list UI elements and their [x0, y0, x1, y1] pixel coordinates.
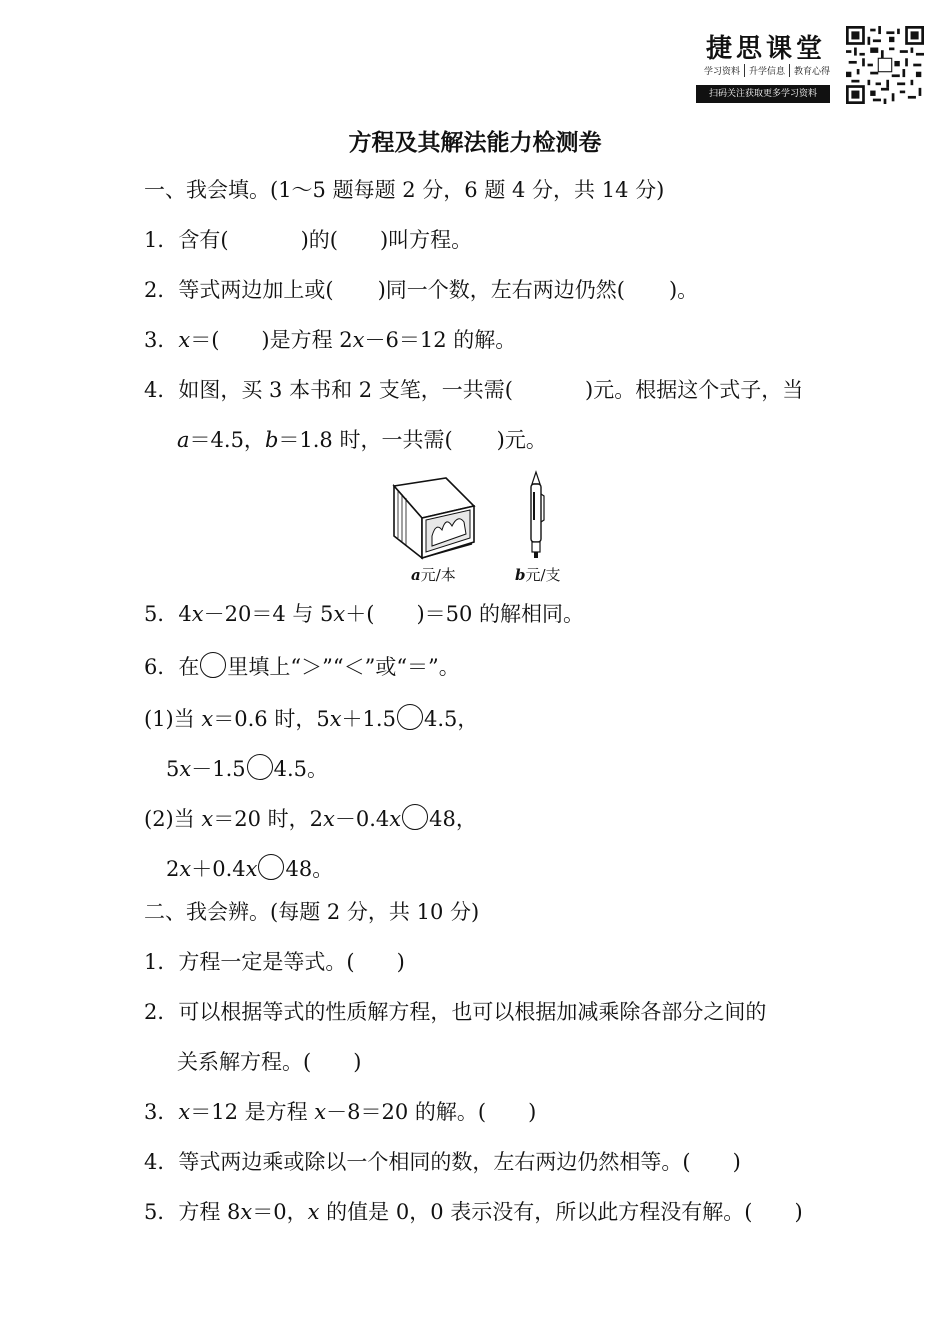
book-illustration [386, 476, 478, 560]
book-caption: a元/本 [411, 566, 456, 584]
variable-x: x [333, 602, 346, 626]
question-text: )元。 [496, 428, 547, 452]
question-6-part-2: (2)当 x＝20 时，2x－0.4x 48， [144, 804, 477, 833]
question-text: 如图，买 3 本书和 2 支笔，一共需( [178, 378, 513, 402]
variable-x: x [389, 807, 402, 831]
question-text: )。 [668, 278, 699, 302]
question-5 [144, 600, 584, 628]
brand-tag: 教育心得 [794, 67, 831, 77]
variable-x: x [314, 1100, 327, 1124]
question-number: 6． [144, 655, 179, 679]
page-title: 方程及其解法能力检测卷 [348, 130, 602, 156]
question-text: )叫方程。 [379, 228, 473, 252]
comparison-circle[interactable] [258, 854, 284, 880]
question-text: 4 [178, 602, 192, 626]
variable-x: x [307, 1200, 320, 1224]
question-text: )同一个数，左右两边仍然( [377, 278, 625, 302]
question-text: －6＝12 的解。 [364, 328, 517, 352]
variable-x: x [329, 707, 342, 731]
variable-x: x [178, 1100, 191, 1124]
variable-x: x [179, 857, 192, 881]
question-2 [144, 276, 698, 304]
judge-question-2: 2．可以根据等式的性质解方程，也可以根据加减乘除各部分之间的 [144, 1000, 767, 1024]
question-text: )的( [300, 228, 338, 252]
question-text: ＝1.8 时，一共需( [278, 428, 453, 452]
question-6-part-1: (1)当 x＝0.6 时，5x＋1.5 4.5， [144, 704, 478, 733]
question-number: 3． [144, 1100, 179, 1124]
variable-x: x [201, 707, 214, 731]
question-number: 5． [144, 602, 179, 626]
variable-x: x [323, 807, 335, 831]
section-heading: 二、我会辨。(每题 2 分，共 10 分) [144, 900, 480, 924]
question-6-part-2b: 2x＋0.4x 48。 [166, 854, 333, 883]
question-number: 4． [144, 378, 179, 402]
question-text: 等式两边加上或( [178, 278, 334, 302]
question-text: ＝( [190, 328, 220, 352]
question-6 [144, 652, 460, 681]
brand-tag: 学习资料 [700, 64, 745, 77]
variable-x: x [245, 857, 258, 881]
variable-x: x [201, 807, 214, 831]
question-text: －20＝4 与 5 [203, 602, 334, 626]
question-number: 2． [144, 1000, 179, 1024]
comparison-circle[interactable] [402, 804, 428, 830]
judge-question-4: 4．等式两边乘或除以一个相同的数，左右两边仍然相等。( ) [144, 1150, 741, 1174]
question-number: 4． [144, 1150, 179, 1174]
question-1 [144, 226, 472, 254]
question-number: 3． [144, 328, 179, 352]
question-number: 1． [144, 228, 179, 252]
variable-x: x [352, 328, 365, 352]
judge-question-3: 3．x＝12 是方程 x－8＝20 的解。( ) [144, 1100, 537, 1124]
judge-question-1: 1．方程一定是等式。( ) [144, 950, 405, 974]
judge-question-5: 5．方程 8x＝0，x 的值是 0，0 表示没有，所以此方程没有解。( ) [144, 1200, 803, 1224]
pen-illustration [524, 470, 548, 560]
question-6-part-1b: 5x－1.5 4.5。 [166, 754, 328, 783]
section-heading: 一、我会填。(1～5 题每题 2 分，6 题 4 分，共 14 分) [144, 178, 665, 202]
comparison-circle[interactable] [247, 754, 273, 780]
question-4 [144, 376, 803, 404]
variable-b: b [264, 428, 279, 452]
question-number: 1． [144, 950, 179, 974]
comparison-circle[interactable] [397, 704, 423, 730]
question-text: )＝50 的解相同。 [416, 602, 585, 626]
question-text: ＋( [345, 602, 375, 626]
variable-x: x [179, 757, 192, 781]
brand-cta: 扫码关注获取更多学习资料 [696, 85, 830, 103]
question-4-line-2 [177, 426, 547, 454]
question-3 [144, 326, 516, 354]
variable-a: a [177, 428, 190, 452]
qr-code-icon[interactable] [846, 26, 924, 104]
variable-x: x [240, 1200, 253, 1224]
judge-question-2-line-2: 关系解方程。( ) [177, 1050, 362, 1074]
brand-tags [700, 64, 834, 77]
question-text: )元。根据这个式子，当 [585, 378, 804, 402]
brand-tag: 升学信息 [745, 64, 790, 77]
variable-x: x [178, 328, 191, 352]
brand-name: 捷思课堂 [706, 34, 827, 64]
question-number: 2． [144, 278, 179, 302]
question-text: 含有( [178, 228, 229, 252]
question-text: 在 [178, 655, 200, 679]
pen-caption: b元/支 [515, 566, 561, 584]
question-text: )是方程 2 [261, 328, 353, 352]
question-text: ＝4.5， [189, 428, 265, 452]
question-number: 5． [144, 1200, 179, 1224]
variable-x: x [191, 602, 204, 626]
comparison-circle[interactable] [200, 652, 226, 678]
question-text: 里填上“＞”“＜”或“＝”。 [227, 655, 460, 679]
